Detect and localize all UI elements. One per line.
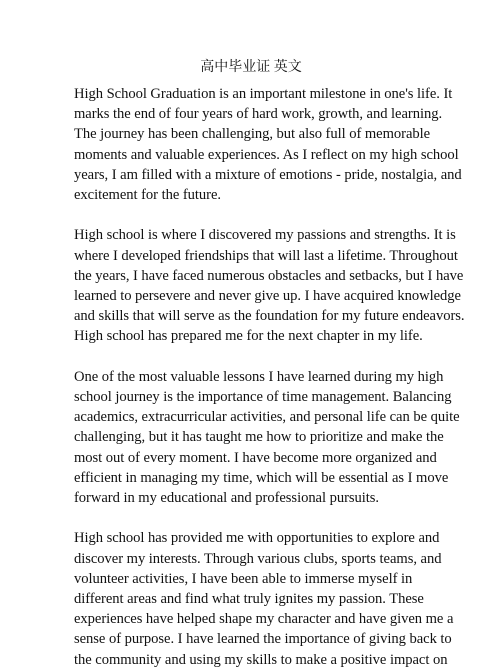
- text-line: High school has prepared me for the next chapter in my life.: [74, 328, 423, 345]
- paragraph-passions-strengths: [74, 225, 465, 346]
- text-line: experiences have helped shape my character and have given me a: [74, 611, 454, 628]
- text-line: learned to persevere and never give up. I have acquired knowledge: [74, 288, 461, 305]
- text-line: years, I am filled with a mixture of emotions - pride, nostalgia, and: [74, 166, 462, 183]
- text-line: the community and using my skills to make a positive impact on: [74, 651, 448, 668]
- text-line: where I developed friendships that will last a lifetime. Throughout: [74, 247, 458, 264]
- paragraph-time-management: [74, 367, 460, 508]
- document-title: 高中毕业证 英文: [200, 60, 302, 75]
- text-line: the years, I have faced numerous obstacles and setbacks, but I have: [74, 267, 464, 284]
- text-line: school journey is the importance of time management. Balancing: [74, 389, 452, 406]
- text-line: academics, extracurricular activities, and personal life can be quite: [74, 409, 460, 426]
- text-line: High School Graduation is an important milestone in one's life. It: [74, 86, 453, 102]
- text-line: challenging, but it has taught me how to prioritize and make the: [74, 429, 444, 446]
- text-line: most out of every moment. I have become more organized and: [74, 449, 437, 466]
- text-line: discover my interests. Through various clubs, sports teams, and: [74, 550, 442, 567]
- text-line: and skills that will serve as the foundation for my future endeavors.: [74, 308, 465, 325]
- text-line: forward in my educational and professional pursuits.: [74, 490, 380, 507]
- document-body: [74, 84, 465, 670]
- paragraph-graduation-milestone: [74, 84, 462, 205]
- text-line: marks the end of four years of hard work, growth, and learning.: [74, 106, 443, 123]
- text-line: The journey has been challenging, but also full of memorable: [74, 126, 431, 143]
- text-line: different areas and find what truly ignites my passion. These: [74, 591, 424, 608]
- text-line: High school has provided me with opportunities to explore and: [74, 530, 440, 547]
- text-line: volunteer activities, I have been able to immerse myself in: [74, 570, 413, 587]
- text-line: High school is where I discovered my passions and strengths. It is: [74, 227, 456, 244]
- text-line: sense of purpose. I have learned the importance of giving back to: [74, 631, 452, 648]
- text-line: excitement for the future.: [74, 187, 222, 204]
- text-line: moments and valuable experiences. As I reflect on my high school: [74, 146, 459, 163]
- text-line: efficient in managing my time, which will be essential as I move: [74, 469, 449, 486]
- text-line: One of the most valuable lessons I have learned during my high: [74, 368, 444, 385]
